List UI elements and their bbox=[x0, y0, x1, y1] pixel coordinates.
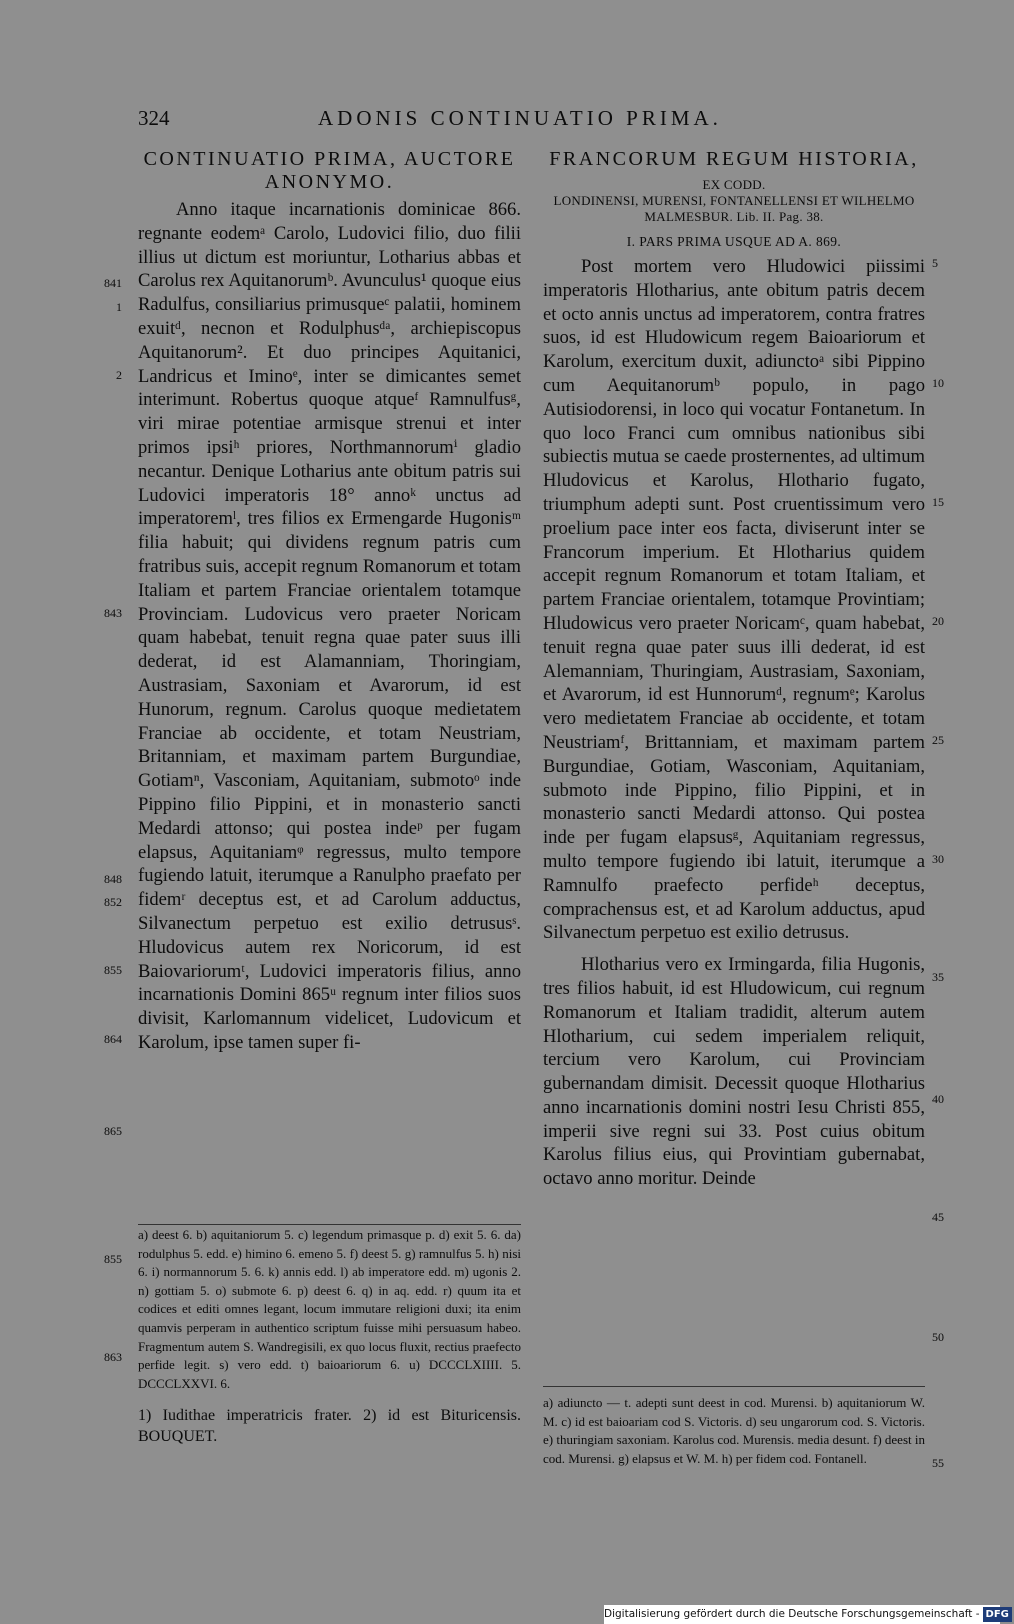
right-footnotes bbox=[543, 1394, 925, 1468]
left-column bbox=[138, 148, 521, 1055]
footer-text: Digitalisierung gefördert durch die Deutsche Forschungsgemeinschaft - bbox=[604, 1608, 980, 1620]
left-column-text: Anno itaque incarnationis dominicae 866. regnante eodemᵃ Carolo, Ludovici filio, duo filii illius ut dictum est moriuntur, Lotharius abbas et Carolus rex Aquitanorumᵇ. Avunculus¹ quoque eius Radulfus, consiliarius primusqueᶜ palatii, hominem exuitᵈ, necnon et Rodulphusᵈᵃ, archiepiscopus Aquitanorum². Et duo principes Aquitanici, Landricus et Iminoᵉ, inter se dimicantes semet interimunt. Robertus quoque atqueᶠ Ramnulfusᵍ, viri mirae potentiae armisque strenui et inter primos ipsiʰ priores, Northmannorumⁱ gladio necantur. Denique Lotharius ante obitum patris sui Ludovici imperatoris 18° annoᵏ unctus ad imperatoremˡ, tres filios ex Ermengarde Hugonisᵐ filia habuit; qui dividens regnum patris cum fratribus suis, accepit regnum Romanorum et totam Italiam et partem Franciae orientalem totamque Provinciam. Ludovicus vero praeter Noricam quam habebat, tenuit regna quae pater suus illi dederat, id est Alamanniam, Thoringiam, Austrasiam, Saxoniam et Avarorum, id est Hunorum, regnum. Carolus quoque medietatem Franciae ab occidente, et totam Neustriam, Britanniam, et maximam partem Burgundiae, Gotiamⁿ, Vasconiam, Aquitaniam, submotoᵒ inde Pippino filio Pippini, et in monasterio sancti Medardi attonso; qui postea indeᵖ per fugam elapsus, Aquitaniamᵠ regressus, multo tempore fugiendo latuit, iterumque a Ranulpho praefato per fidemʳ deceptus est, et ad Carolum adductus, Silvanectum perpetuo est exilio detrususˢ. Hludovicus autem rex Noricorum, id est Baiovariorumᵗ, Ludovici imperatoris filius, anno incarnationis Domini 865ᵘ regnum inter filios suos divisit, Karlomannum videlicet, Ludovicum et Karolum, ipse tamen super fi- bbox=[138, 199, 521, 1053]
left-variant-notes: a) deest 6. b) aquitaniorum 5. c) legendum primasque p. d) exit 5. 6. da) rodulphus 5. edd. e) himino 6. emeno 5. f) deest 5. g) ramnulfus 5. h) nisi 6. i) normannorum 5. 6. k) annis edd. l) ab imperatore edd. m) ugonis 2. n) gottiam 5. o) submote 6. p) deest 6. q) in aq. edd. r) quum ita et codices et editi omnes legant, locum immutare religioni duxi; ita enim quamvis perperam in authentico scriptum fuisse mihi persuasum habeo. Fragmentum autem S. Wandregisili, ex quo locus fluxit, rectius praefecto perfide legit. s) vero edd. t) baioariorum 6. u) DCCCLXIIII. 5. DCCCLXXVI. 6. bbox=[138, 1227, 521, 1391]
right-paragraph-2: Hlotharius vero ex Irmingarda, filia Hugonis, tres filios habuit, id est Hludowicum, cui regnum Romanorum et Italiam tradidit, alterum autem Hlotharium, cui sedem imperialem reliquit, tercium vero Karolum, cui Provinciam gubernandam dimisit. Decessit quoque Hlotharius anno incarnationis domini nostri Iesu Christi 855, imperii sive regni sui 33. Post cuius obitum Karolus filius eius, qui Provintiam gubernabat, octavo anno moritur. Deinde bbox=[543, 954, 925, 1190]
left-footnote-rule bbox=[138, 1224, 521, 1225]
line-number: 50 bbox=[932, 1330, 944, 1344]
left-footnotes bbox=[138, 1226, 521, 1447]
margin-year: 852 bbox=[104, 895, 122, 909]
running-title: ADONIS CONTINUATIO PRIMA. bbox=[318, 106, 722, 130]
section-title: I. PARS PRIMA USQUE AD A. 869. bbox=[626, 234, 842, 249]
line-number: 25 bbox=[932, 733, 944, 747]
left-editor-notes: 1) Iudithae imperatricis frater. 2) id est Bituricensis. BOUQUET. bbox=[138, 1407, 521, 1446]
line-number: 20 bbox=[932, 614, 944, 628]
margin-year: 841 bbox=[104, 276, 122, 290]
left-column-heading: CONTINUATIO PRIMA, AUCTORE ANONYMO. bbox=[143, 148, 516, 193]
running-head bbox=[138, 106, 928, 132]
source-line-1: EX CODD. bbox=[702, 177, 766, 192]
margin-year: 843 bbox=[104, 606, 122, 620]
line-number: 30 bbox=[932, 852, 944, 866]
line-number: 10 bbox=[932, 376, 944, 390]
margin-year: 855 bbox=[104, 1252, 122, 1266]
line-number: 15 bbox=[932, 495, 944, 509]
margin-year: 863 bbox=[104, 1350, 122, 1364]
margin-note-ref: 1 bbox=[116, 300, 122, 314]
right-variant-notes: a) adiuncto — t. adepti sunt deest in cod. Murensi. b) aquitaniorum W. M. c) id est baioariam cod S. Victoris. d) seu ungarorum cod. S. Victoris. e) thuringiam saxoniam. Karolus cod. Murensis. media desunt. f) deest in cod. Murensi. g) elapsus et W. M. h) per fidem cod. Fontanell. bbox=[543, 1395, 925, 1466]
margin-year: 864 bbox=[104, 1032, 122, 1046]
line-number: 40 bbox=[932, 1092, 944, 1106]
margin-year: 855 bbox=[104, 963, 122, 977]
right-paragraph-1: Post mortem vero Hludowici piissimi imperatoris Hlotharius, ante obitum patris decem et octo annis unctus ad imperatorem, contra fratres suos, id est Hludowicum regem Baioariorum et Karolum, exercitum duxit, adiunctoᵃ sibi Pippino cum Aequitanorumᵇ populo, in pago Autisiodorensi, in loco qui vocatur Fontanetum. In quo loco Franci cum omnibus nationibus sibi subiectis mutua se caede prosternentes, ad ultimum Hludovicus et Karolus, Hlothario fugato, triumphum adepti sunt. Post cruentissimum vero proelium pace inter eos facta, diviserunt inter se Francorum imperium. Et Hlotharius quidem accepit regnum Romanorum et totam Italiam, et partem Franciae orientalem, totamque Provintiam; Hludowicus vero praeter Noricamᶜ, quam habebat, tenuit regna quae pater suus illi dederat, id est Alemanniam, Thuringiam, Austrasiam, Saxoniam, et Avarorum, id est Hunnorumᵈ, regnumᵉ; Karolus vero medietatem Franciae ab occidente, et totam Neustriamᶠ, Brittanniam, et maximam partem Burgundiae, Gotiam, Wasconiam, Aquitaniam, submoto inde Pippino, filio Pippini, et in monasterio sancti Medardi attonso. Qui postea inde per fugam elapsusᵍ, Aquitaniam regressus, multo tempore fugiendo ibi latuit, iterumque a Ramnulfo praefecto perfideʰ deceptus, comprachensus est, et ad Karolum adductus, apud Silvanectum perpetuo est exilio detrusus. bbox=[543, 256, 925, 944]
margin-year: 865 bbox=[104, 1124, 122, 1138]
margin-note-ref: 2 bbox=[116, 368, 122, 382]
right-column bbox=[543, 148, 925, 1191]
margin-year: 848 bbox=[104, 872, 122, 886]
line-number: 35 bbox=[932, 970, 944, 984]
digitization-footer bbox=[604, 1605, 1009, 1624]
dfg-logo: DFG bbox=[983, 1607, 1012, 1622]
line-number: 45 bbox=[932, 1210, 944, 1224]
line-number: 55 bbox=[932, 1456, 944, 1470]
right-footnote-rule bbox=[543, 1386, 925, 1387]
source-line-2: LONDINENSI, MURENSI, FONTANELLENSI ET WILHELMO MALMESBUR. Lib. II. Pag. 38. bbox=[553, 193, 915, 224]
line-number: 5 bbox=[932, 256, 938, 270]
right-column-heading: FRANCORUM REGUM HISTORIA, bbox=[549, 148, 919, 170]
page-number: 324 bbox=[138, 106, 170, 130]
